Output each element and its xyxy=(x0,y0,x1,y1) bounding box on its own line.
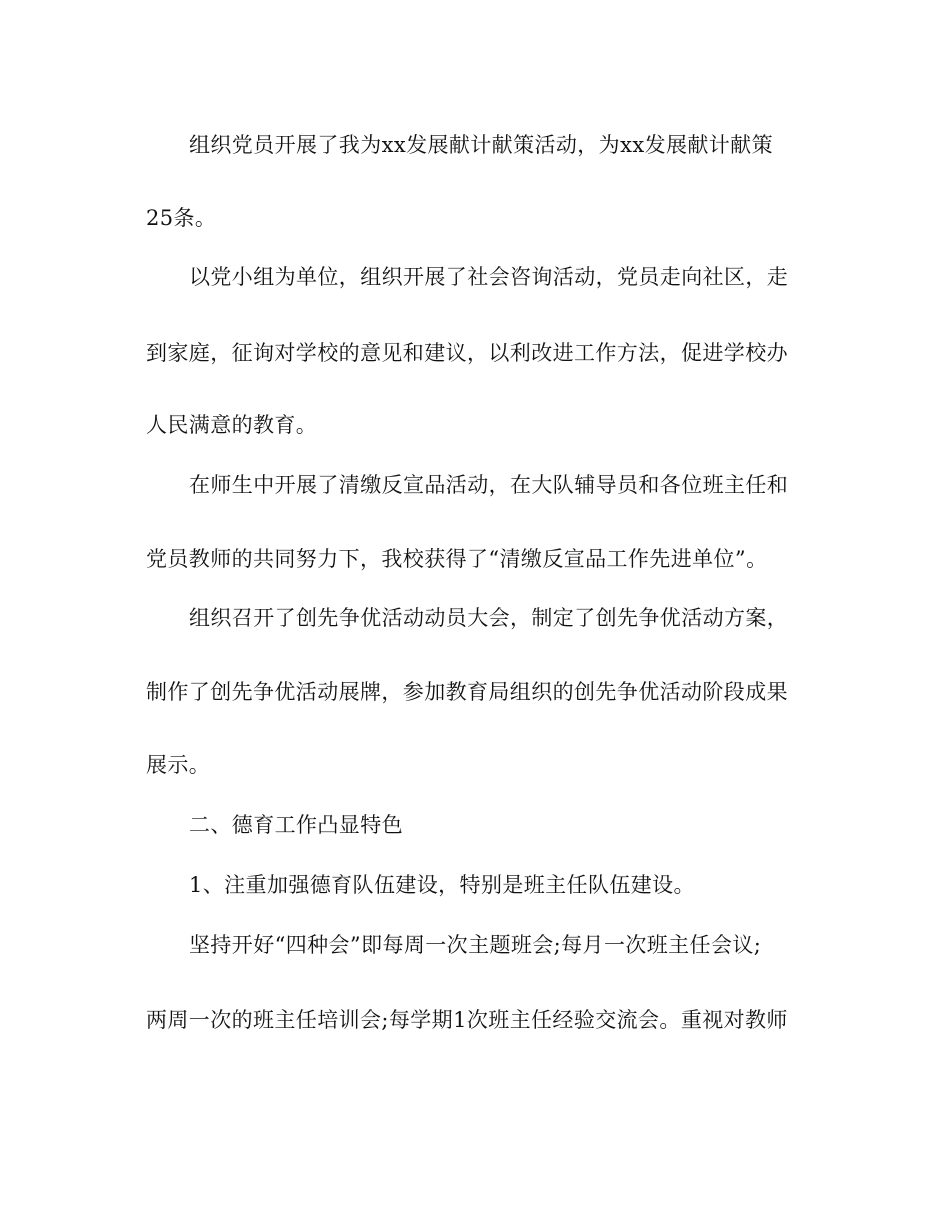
paragraph-line: 到家庭，征询对学校的意见和建议，以利改进工作方法，促进学校办 xyxy=(146,341,788,365)
paragraph-line: 组织党员开展了我为xx发展献计献策活动，为xx发展献计献策 xyxy=(189,133,773,157)
paragraph-line: 在师生中开展了清缴反宣品活动，在大队辅导员和各位班主任和 xyxy=(189,473,789,497)
subsection-heading: 1、注重加强德育队伍建设，特别是班主任队伍建设。 xyxy=(189,873,695,897)
paragraph-line: 制作了创先争优活动展牌，参加教育局组织的创先争优活动阶段成果 xyxy=(146,680,788,704)
paragraph-line: 人民满意的教育。 xyxy=(146,413,318,437)
paragraph-line: 展示。 xyxy=(146,753,211,777)
paragraph-line: 两周一次的班主任培训会;每学期1次班主任经验交流会。重视对教师 xyxy=(146,1008,788,1032)
paragraph-line: 25条。 xyxy=(146,206,217,230)
section-heading: 二、德育工作凸显特色 xyxy=(189,813,403,837)
paragraph-line: 以党小组为单位，组织开展了社会咨询活动，党员走向社区，走 xyxy=(189,265,789,289)
paragraph-line: 组织召开了创先争优活动动员大会，制定了创先争优活动方案， xyxy=(189,606,789,630)
paragraph-line: 党员教师的共同努力下，我校获得了“清缴反宣品工作先进单位”。 xyxy=(146,547,768,571)
paragraph-line: 坚持开好“四种会”即每周一次主题班会;每月一次班主任会议; xyxy=(189,933,762,957)
